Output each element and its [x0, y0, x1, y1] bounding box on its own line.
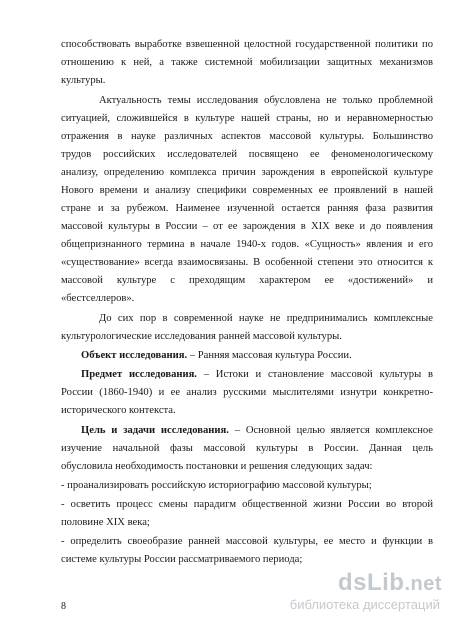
text-line: массовой культуры в России – от ее зарождения в XIX веке и до появления: [61, 221, 433, 232]
text-line: культурологические исследования ранней массовой культуры.: [61, 331, 342, 342]
text-line: изучение начальной фазы массовой культуры в России. Данная цель: [61, 443, 433, 454]
text-line: ситуацией, сложившейся в культуре нашей страны, но и неравномерностью: [61, 113, 433, 124]
text-line: системе культуры России рассматриваемого периода;: [61, 554, 303, 565]
list-item: - определить своеобразие ранней массовой культуры, ее место и функции в: [61, 536, 433, 547]
text-line: До сих пор в современной науке не предпринимались комплексные: [99, 313, 433, 324]
goals-heading: Цель и задачи исследования.: [81, 425, 229, 436]
text-line: России (1860-1940) и ее анализ русскими мыслителями изнутри конкретно-: [61, 387, 433, 398]
subject-text: – Истоки и становление массовой культуры в: [196, 369, 433, 380]
object-text: – Ранняя массовая культура России.: [187, 350, 352, 361]
text-line: трудов российских исследователей посвящено ее феноменологическому: [61, 149, 433, 160]
text-line: способствовать выработке взвешенной целостной государственной политики по: [61, 39, 433, 50]
text-line: обусловила необходимость постановки и решения следующих задач:: [61, 461, 373, 472]
watermark: [246, 569, 442, 613]
text-line: исторического контекста.: [61, 405, 176, 416]
text-line: анализу, определению комплекса причин зарождения в европейской культуре: [61, 167, 433, 178]
text-line: отношению к ней, а также системной мобилизации защитных механизмов: [61, 57, 433, 68]
text-line: отражения в науке различных аспектов массовой культуры. Большинство: [61, 131, 433, 142]
text-line: «бестселлеров».: [61, 293, 135, 304]
text-line: «существование» всегда взаимосвязаны. В особенной степени это относится к: [61, 257, 433, 268]
text-line: Актуальность темы исследования обусловлена не только проблемной: [99, 95, 433, 106]
text-line: половине XIX века;: [61, 517, 150, 528]
text-line: культуры.: [61, 75, 106, 86]
goals-text: – Основной целью является комплексное: [228, 425, 433, 436]
text-line: общепризнанного термина в начале 1940-х годов. «Сущность» явления и его: [61, 239, 433, 250]
watermark-caption: библиотека диссертаций: [289, 597, 440, 612]
subject-heading: Предмет исследования.: [81, 369, 197, 380]
text-line: стране и за рубежом. Наименее изученной остается ранняя фаза развития: [61, 203, 433, 214]
object-heading: Объект исследования.: [81, 350, 188, 361]
page-number: 8: [61, 601, 66, 612]
list-item: - проанализировать российскую историографию массовой культуры;: [61, 480, 372, 491]
text-line: Нового времени и анализу специфики современных ее проявлений в нашей: [61, 185, 433, 196]
list-item: - осветить процесс смены парадигм общественной жизни России во второй: [61, 499, 433, 510]
watermark-logo: dsLib.net: [337, 569, 442, 596]
subject-paragraph: [81, 366, 433, 384]
object-paragraph: [81, 347, 450, 365]
goals-paragraph: [81, 422, 433, 440]
text-line: массовой культуре с преходящим характером ее «достижений» и: [61, 275, 433, 286]
